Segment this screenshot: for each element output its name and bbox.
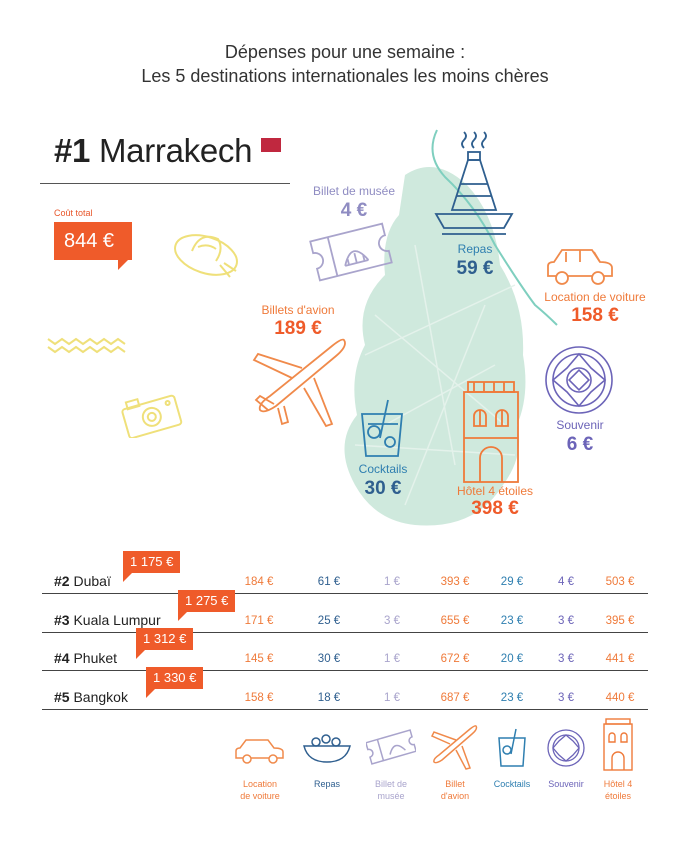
legend-label-line-2: musée <box>377 791 405 801</box>
car-icon <box>544 246 616 286</box>
legend-label-line-1: Billet <box>445 779 465 789</box>
table-row <box>42 556 648 594</box>
legend-label-line-2: étoiles <box>604 791 631 801</box>
table-cell: 29 € <box>500 576 524 588</box>
table-cell: 672 € <box>440 653 470 665</box>
table-row <box>42 672 648 710</box>
table-cell: 184 € <box>244 576 274 588</box>
chart-title-line-2: Les 5 destinations internationales les moins chères <box>141 66 549 86</box>
souvenir-value: 6 € <box>566 434 594 455</box>
flight-label: Billets d'avion <box>261 303 335 317</box>
table-cell: 3 € <box>558 653 574 665</box>
table-cell: 20 € <box>500 653 524 665</box>
legend-label-line-1: Souvenir <box>548 779 584 789</box>
table-cell: 18 € <box>317 692 341 704</box>
museum-label: Billet de musée <box>312 184 396 198</box>
row-total-badge-tail <box>136 650 145 659</box>
cocktails-value: 30 € <box>364 478 402 499</box>
row-rank: #3 <box>54 612 70 628</box>
table-cell: 1 € <box>384 576 400 588</box>
hotel-label: Hôtel 4 étoiles <box>456 484 534 498</box>
table-cell: 61 € <box>317 576 341 588</box>
row-total-badge: 1 275 € <box>178 590 235 612</box>
featured-rank: #1 <box>54 132 91 169</box>
table-cell: 3 € <box>384 615 400 627</box>
table-cell: 441 € <box>605 653 635 665</box>
table-cell: 503 € <box>605 576 635 588</box>
table-cell: 395 € <box>605 615 635 627</box>
row-city: Dubaï <box>73 573 111 589</box>
legend-label <box>225 778 295 802</box>
car-rental-value: 158 € <box>571 305 619 326</box>
row-total-badge: 1 175 € <box>123 551 180 573</box>
featured-city: Marrakech <box>98 132 253 169</box>
legend-label <box>292 778 362 790</box>
legend-cocktail-icon <box>496 728 528 768</box>
legend-plane-icon <box>430 722 480 772</box>
row-rank: #2 <box>54 573 70 589</box>
flight-value: 189 € <box>274 318 322 339</box>
table-cell: 158 € <box>244 692 274 704</box>
table-row <box>42 633 648 671</box>
row-total-badge-tail <box>178 612 187 621</box>
table-cell: 4 € <box>558 576 574 588</box>
chart-title <box>0 40 690 88</box>
legend-label-line-1: Cocktails <box>493 779 531 789</box>
hotel-value: 398 € <box>471 498 519 519</box>
table-cell: 1 € <box>384 692 400 704</box>
table-cell: 171 € <box>244 615 274 627</box>
table-row <box>42 595 648 633</box>
legend-dish-icon <box>302 730 352 766</box>
morocco-flag-icon <box>261 138 281 152</box>
total-cost-badge-tail <box>118 258 130 270</box>
table-cell: 687 € <box>440 692 470 704</box>
camera-icon <box>116 390 186 438</box>
heading-divider <box>40 183 290 184</box>
featured-heading <box>54 132 252 170</box>
legend-car-icon <box>234 738 286 764</box>
legend-label-line-1: Billet de <box>374 779 408 789</box>
souvenir-plate-icon <box>543 344 615 416</box>
legend-label-line-1: Location <box>242 779 278 789</box>
tajine-icon <box>432 130 516 238</box>
car-rental-label: Location de voiture <box>544 290 646 304</box>
row-total-badge-tail <box>123 573 132 582</box>
row-total-badge-tail <box>146 689 155 698</box>
museum-ticket-icon <box>308 218 394 286</box>
hotel-building-icon <box>460 380 522 484</box>
table-cell: 3 € <box>558 692 574 704</box>
legend-hotel-icon <box>602 718 634 772</box>
row-city: Bangkok <box>73 689 128 705</box>
meal-value: 59 € <box>456 258 494 279</box>
row-destination <box>54 689 128 705</box>
waves-icon <box>46 333 134 357</box>
legend-label-line-2: d'avion <box>440 791 470 801</box>
table-cell: 23 € <box>500 692 524 704</box>
row-total-badge: 1 312 € <box>136 628 193 650</box>
total-cost-badge: 844 € <box>54 222 132 260</box>
legend-label <box>356 778 426 802</box>
sun-hat-icon <box>170 225 244 281</box>
total-cost-label: Coût total <box>54 208 93 218</box>
row-total-badge: 1 330 € <box>146 667 203 689</box>
meal-label: Repas <box>457 242 493 256</box>
row-destination <box>54 650 117 666</box>
row-rank: #5 <box>54 689 70 705</box>
table-cell: 393 € <box>440 576 470 588</box>
cocktail-glass-icon <box>358 398 406 460</box>
legend-label-line-1: Repas <box>313 779 340 789</box>
table-cell: 30 € <box>317 653 341 665</box>
row-destination <box>54 612 161 628</box>
legend-ticket-icon <box>366 726 416 768</box>
table-cell: 23 € <box>500 615 524 627</box>
chart-title-line-1: Dépenses pour une semaine : <box>224 42 466 62</box>
cocktails-label: Cocktails <box>358 462 408 476</box>
souvenir-label: Souvenir <box>556 418 604 432</box>
row-city: Kuala Lumpur <box>73 612 161 628</box>
table-cell: 655 € <box>440 615 470 627</box>
row-rank: #4 <box>54 650 70 666</box>
table-cell: 145 € <box>244 653 274 665</box>
row-destination <box>54 573 111 589</box>
museum-value: 4 € <box>340 200 368 221</box>
legend-label-line-2: de voiture <box>240 791 280 801</box>
plane-icon <box>252 334 352 430</box>
legend-souvenir-icon <box>546 728 586 768</box>
row-city: Phuket <box>73 650 118 666</box>
table-cell: 1 € <box>384 653 400 665</box>
legend-label-line-1: Hôtel 4 <box>603 779 633 789</box>
table-cell: 25 € <box>317 615 341 627</box>
table-cell: 3 € <box>558 615 574 627</box>
legend-label <box>583 778 653 802</box>
table-cell: 440 € <box>605 692 635 704</box>
